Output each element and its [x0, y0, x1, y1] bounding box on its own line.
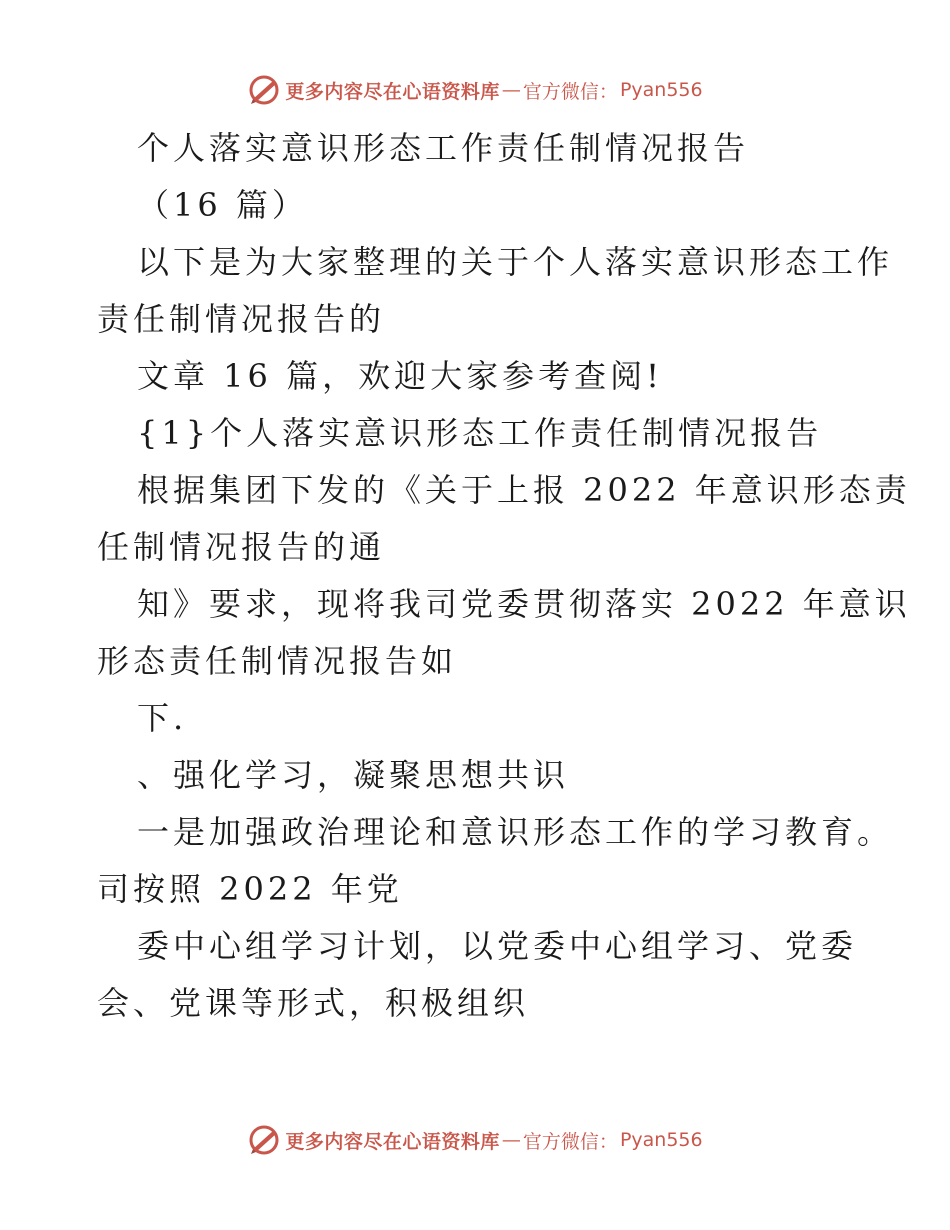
- watermark-separator: —: [501, 1129, 521, 1151]
- text-line: 会、党课等形式，积极组织: [97, 984, 530, 1022]
- footer-watermark: [0, 1120, 950, 1160]
- text-line: （16 篇）: [137, 186, 308, 224]
- watermark-wechat-label: 官方微信：: [522, 80, 618, 103]
- text-line: 一是加强政治理论和意识形态工作的学习教育。: [137, 813, 894, 851]
- text-line: 责任制情况报告的: [97, 300, 386, 338]
- pen-logo-icon: [247, 1123, 281, 1157]
- pen-logo-icon: [247, 73, 281, 107]
- text-line: {1}个人落实意识形态工作责任制情况报告: [137, 414, 823, 452]
- text-line: 个人落实意识形态工作责任制情况报告: [137, 129, 750, 167]
- text-line: 任制情况报告的通: [97, 528, 386, 566]
- watermark-separator: —: [501, 79, 521, 101]
- text-line: 形态责任制情况报告如: [97, 642, 458, 680]
- document-body: [97, 120, 911, 1032]
- text-line: 委中心组学习计划，以党委中心组学习、党委: [137, 927, 858, 965]
- watermark-wechat-label: 官方微信：: [522, 1130, 618, 1153]
- text-line: 根据集团下发的《关于上报 2022 年意识形态责: [137, 471, 911, 509]
- text-line: 文章 16 篇，欢迎大家参考查阅!: [137, 357, 663, 395]
- watermark-text: 更多内容尽在心语资料库: [285, 80, 500, 103]
- text-line: 以下是为大家整理的关于个人落实意识形态工作: [137, 243, 894, 281]
- text-line: 下.: [137, 699, 188, 737]
- text-line: 司按照 2022 年党: [97, 870, 403, 908]
- watermark-wechat-id: Pyan556: [619, 1129, 703, 1151]
- header-watermark: [0, 70, 950, 110]
- text-line: 、强化学习，凝聚思想共识: [137, 756, 570, 794]
- watermark-text: 更多内容尽在心语资料库: [285, 1130, 500, 1153]
- text-line: 知》要求，现将我司党委贯彻落实 2022 年意识: [137, 585, 911, 623]
- watermark-wechat-id: Pyan556: [619, 79, 703, 101]
